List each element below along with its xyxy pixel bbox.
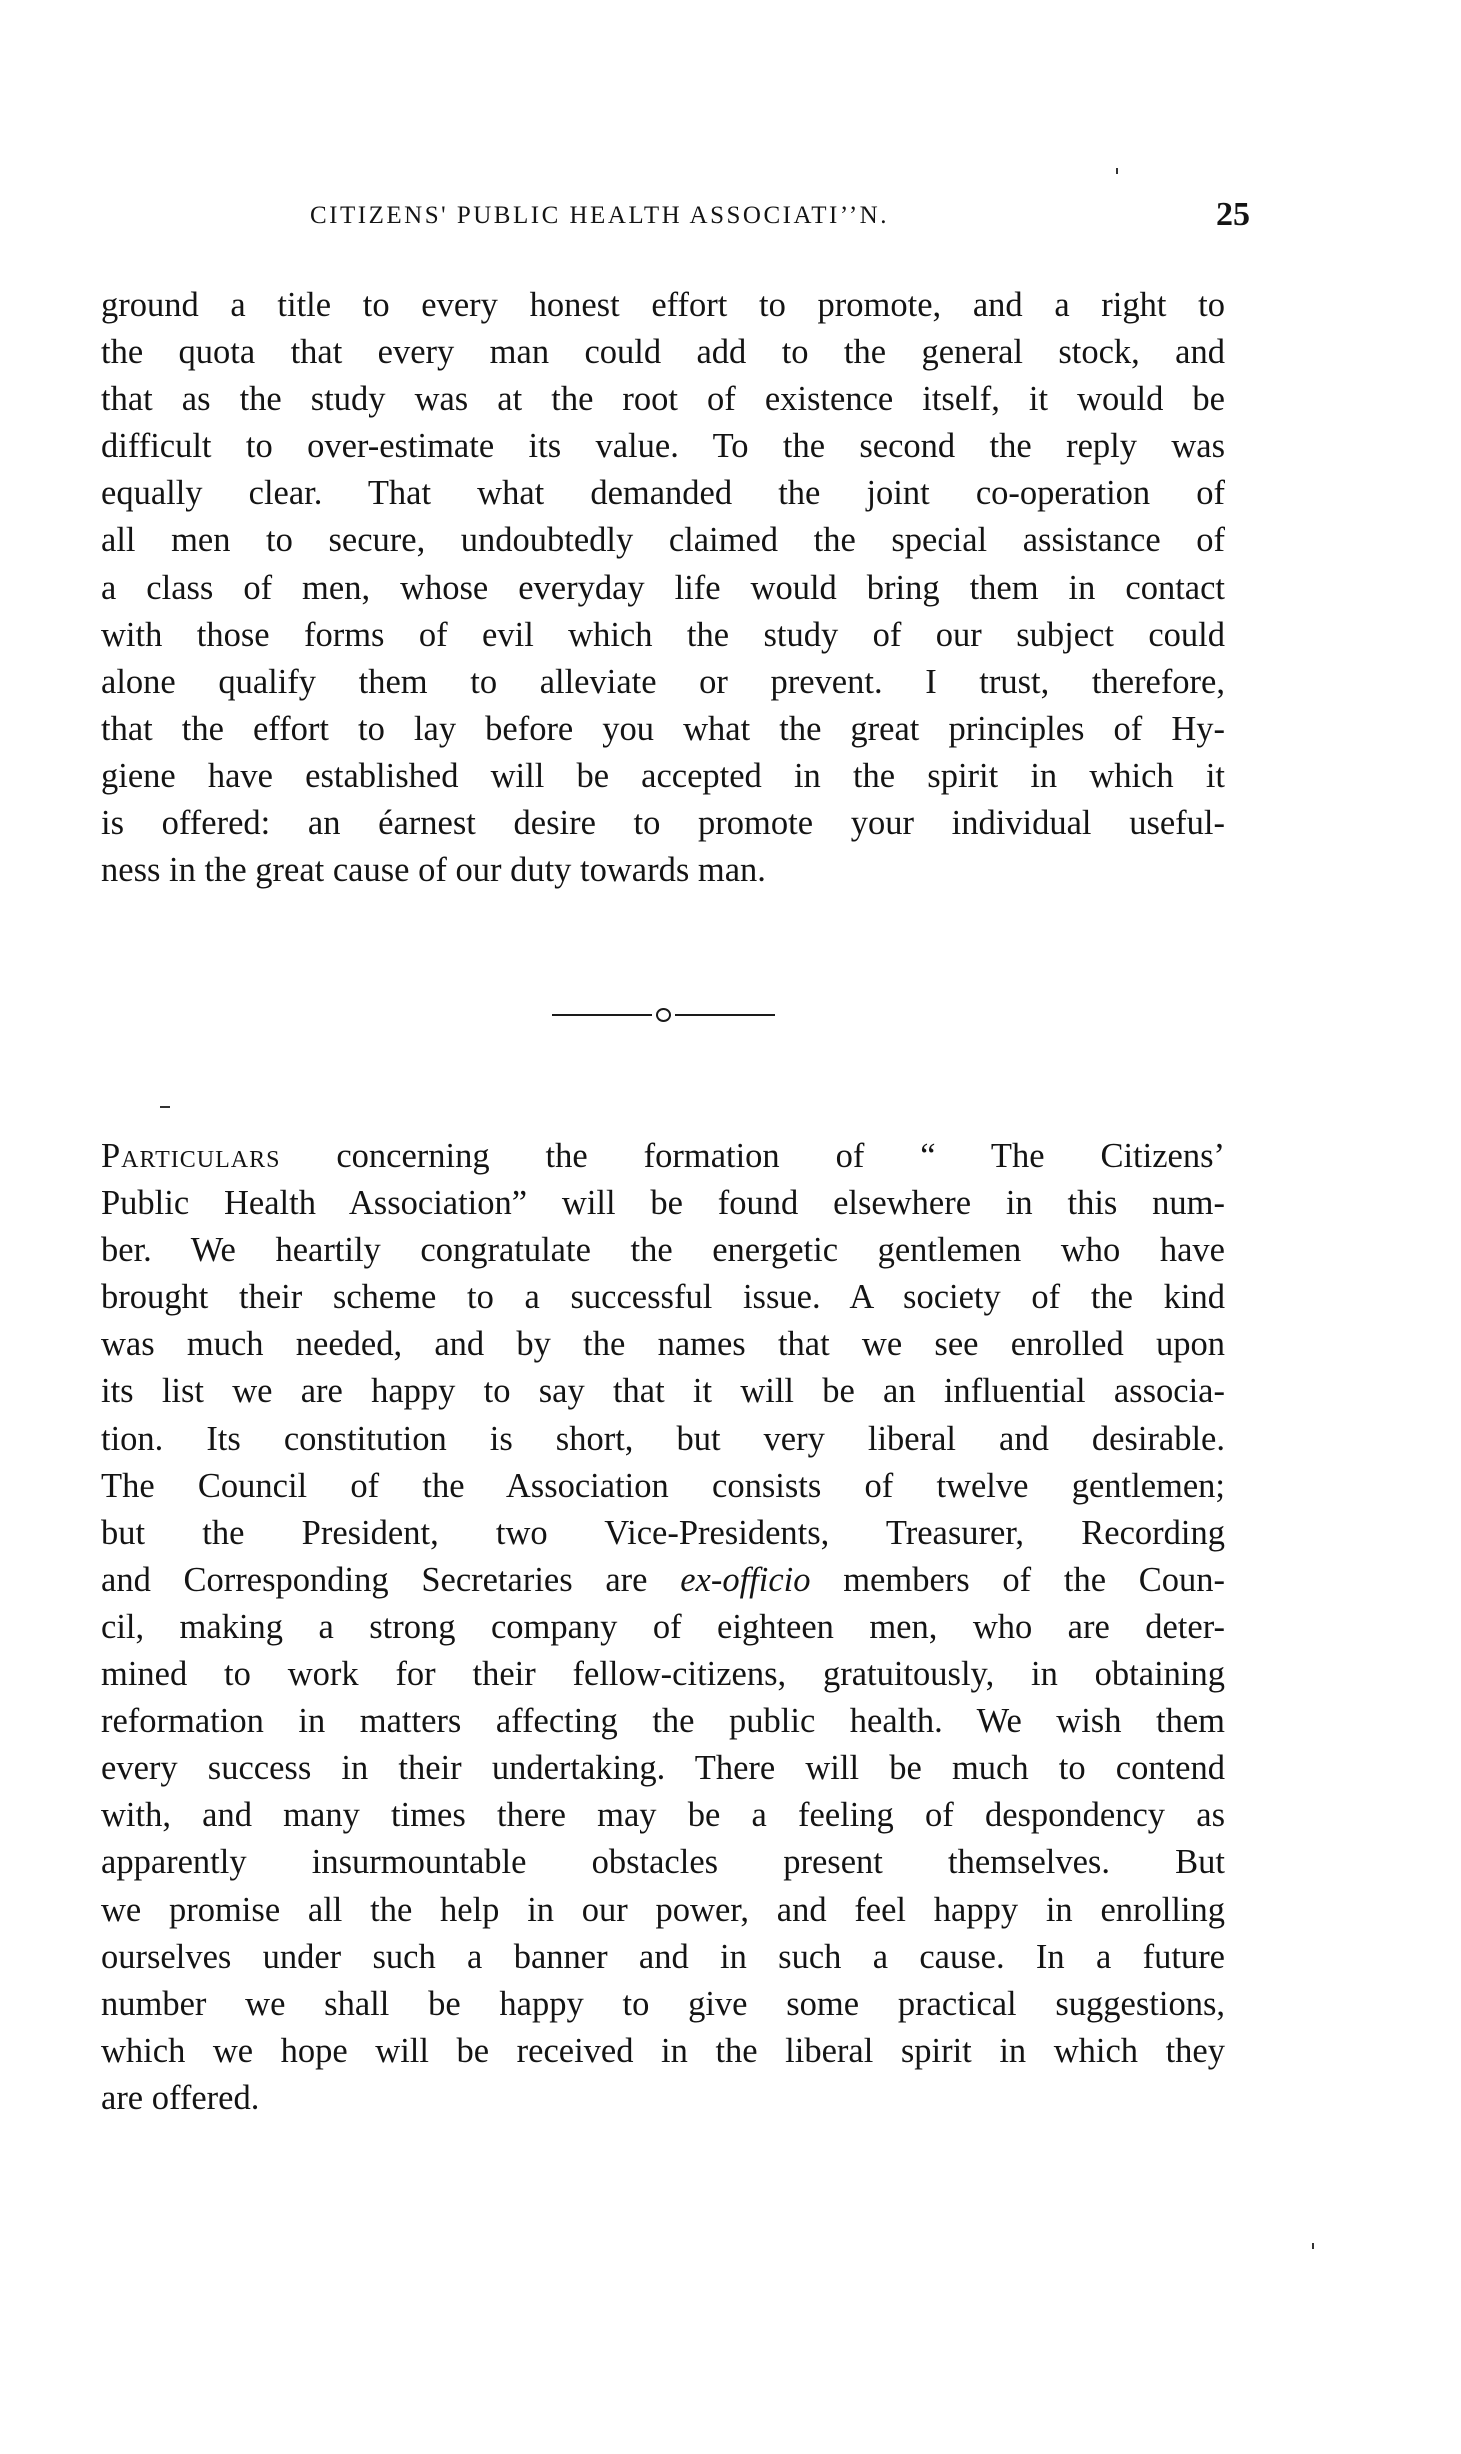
running-title: CITIZENS' PUBLIC HEALTH ASSOCIATI’’N.	[310, 202, 889, 229]
text-line: ber. We heartily congratulate the energetic gentlemen who have	[101, 1231, 1225, 1270]
text-segment: and Corresponding Secretaries are	[101, 1560, 681, 1599]
text-line: reformation in matters affecting the public health. We wish them	[101, 1702, 1225, 1741]
text-line: we promise all the help in our power, and feel happy in enrolling	[101, 1890, 1225, 1929]
paragraph-2	[101, 1133, 1225, 2122]
separator-rule-left	[552, 1014, 652, 1016]
text-line: its list we are happy to say that it will be an influential associa-	[101, 1372, 1225, 1411]
text-line: was much needed, and by the names that we see enrolled upon	[101, 1325, 1225, 1364]
text-line: tion. Its constitution is short, but very liberal and desirable.	[101, 1419, 1225, 1458]
text-line: apparently insurmountable obstacles present themselves. But	[101, 1843, 1225, 1882]
text-segment: members of the Coun-	[810, 1560, 1225, 1599]
text-line: Public Health Association” will be found elsewhere in this num-	[101, 1184, 1225, 1223]
text-line: ness in the great cause of our duty towards man.	[101, 851, 766, 890]
text-line: which we hope will be received in the liberal spirit in which they	[101, 2031, 1225, 2070]
text-line-rest: concerning the formation of “ The Citizens’	[280, 1137, 1225, 1175]
text-line: alone qualify them to alleviate or prevent. I trust, therefore,	[101, 662, 1225, 701]
text-line: a class of men, whose everyday life would bring them in contact	[101, 568, 1225, 607]
running-head	[100, 196, 1250, 246]
text-line: but the President, two Vice-Presidents, Treasurer, Recording	[101, 1513, 1225, 1552]
text-line	[101, 1557, 1225, 1604]
text-line: number we shall be happy to give some practical suggestions,	[101, 1984, 1225, 2023]
text-line: all men to secure, undoubtedly claimed the special assistance of	[101, 521, 1225, 560]
lead-word-smallcaps: Particulars	[101, 1137, 281, 1175]
text-line: mined to work for their fellow-citizens, gratuitously, in obtaining	[101, 1655, 1225, 1694]
text-line: giene have established will be accepted in the spirit in which it	[101, 756, 1225, 795]
text-line	[101, 1133, 1225, 1180]
text-line: is offered: an éarnest desire to promote your individual useful-	[101, 804, 1225, 843]
stray-ink-mark	[1312, 2243, 1314, 2249]
separator-circle-icon	[656, 1008, 671, 1022]
text-line: ground a title to every honest effort to promote, and a right to	[101, 286, 1225, 324]
text-line: every success in their undertaking. There will be much to contend	[101, 1749, 1225, 1788]
text-line: The Council of the Association consists of twelve gentlemen;	[101, 1466, 1225, 1505]
text-line: ourselves under such a banner and in such a cause. In a future	[101, 1937, 1225, 1976]
separator-rule-right	[675, 1014, 775, 1016]
stray-ink-mark	[1116, 168, 1118, 174]
text-line: the quota that every man could add to the general stock, and	[101, 333, 1225, 372]
text-line: with those forms of evil which the study of our subject could	[101, 615, 1225, 654]
page-number: 25	[1216, 196, 1250, 233]
text-line: brought their scheme to a successful issue. A society of the kind	[101, 1278, 1225, 1317]
section-separator-ornament	[533, 1000, 793, 1030]
text-line: cil, making a strong company of eighteen men, who are deter-	[101, 1607, 1225, 1646]
text-line: equally clear. That what demanded the joint co-operation of	[101, 474, 1225, 513]
text-line: are offered.	[101, 2078, 260, 2117]
text-line: difficult to over-estimate its value. To the second the reply was	[101, 427, 1225, 466]
stray-ink-mark	[160, 1106, 170, 1108]
italic-term: ex-officio	[680, 1560, 811, 1599]
paragraph-1	[101, 282, 1225, 894]
text-line: that the effort to lay before you what the great principles of Hy-	[101, 709, 1225, 748]
text-line: that as the study was at the root of existence itself, it would be	[101, 380, 1225, 419]
text-line: with, and many times there may be a feeling of despondency as	[101, 1796, 1225, 1835]
